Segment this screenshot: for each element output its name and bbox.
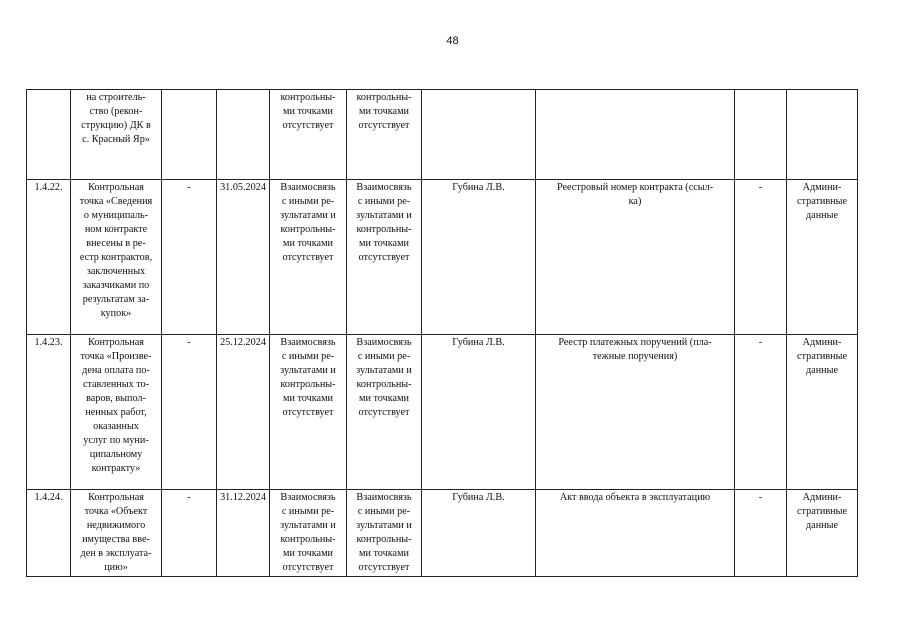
table-row <box>27 180 858 335</box>
confirming-document: Реестровый номер контракта (ссыл- ка) <box>536 180 735 335</box>
table-row <box>27 90 858 180</box>
extra-cell: - <box>735 335 787 490</box>
due-date: 25.12.2024 <box>217 335 270 490</box>
due-date: 31.05.2024 <box>217 180 270 335</box>
page-number: 48 <box>446 35 459 47</box>
table-row <box>27 335 858 490</box>
link-previous: Взаимосвязь с иными ре- зультатами и контрольны- ми точками отсутствует <box>270 335 347 490</box>
row-number: 1.4.24. <box>27 490 71 577</box>
confirming-document <box>536 90 735 180</box>
control-point-name: на строитель- ство (рекон- струкцию) ДК в с. Красный Яр» <box>71 90 162 180</box>
table-row <box>27 490 858 577</box>
link-next: Взаимосвязь с иными ре- зультатами и контрольны- ми точками отсутствует <box>347 180 422 335</box>
extra-cell: - <box>735 180 787 335</box>
extra-cell <box>735 90 787 180</box>
confirming-document: Акт ввода объекта в эксплуатацию <box>536 490 735 577</box>
responsible-person: Губина Л.В. <box>422 335 536 490</box>
confirming-document: Реестр платежных поручений (пла- тежные поручения) <box>536 335 735 490</box>
extra-cell: - <box>735 490 787 577</box>
control-points-table <box>26 89 858 577</box>
link-previous: Взаимосвязь с иными ре- зультатами и контрольны- ми точками отсутствует <box>270 180 347 335</box>
link-next: Взаимосвязь с иными ре- зультатами и контрольны- ми точками отсутствует <box>347 490 422 577</box>
row-number <box>27 90 71 180</box>
data-source <box>787 90 858 180</box>
data-source: Админи- стративные данные <box>787 490 858 577</box>
data-source: Админи- стративные данные <box>787 180 858 335</box>
dash-cell: - <box>162 180 217 335</box>
control-point-name: Контрольная точка «Объект недвижимого имущества вве- ден в эксплуата- цию» <box>71 490 162 577</box>
due-date: 31.12.2024 <box>217 490 270 577</box>
responsible-person <box>422 90 536 180</box>
row-number: 1.4.23. <box>27 335 71 490</box>
dash-cell: - <box>162 490 217 577</box>
link-next: Взаимосвязь с иными ре- зультатами и контрольны- ми точками отсутствует <box>347 335 422 490</box>
control-point-name: Контрольная точка «Произве- дена оплата по- ставленных то- варов, выпол- ненных работ, оказанных услуг по муни- ципальному контракту» <box>71 335 162 490</box>
control-point-name: Контрольная точка «Сведения о муниципаль- ном контракте внесены в ре- естр контрактов, заключенных заказчиками по результатам за- купок» <box>71 180 162 335</box>
data-source: Админи- стративные данные <box>787 335 858 490</box>
link-next: контрольны- ми точками отсутствует <box>347 90 422 180</box>
responsible-person: Губина Л.В. <box>422 490 536 577</box>
link-previous: контрольны- ми точками отсутствует <box>270 90 347 180</box>
row-number: 1.4.22. <box>27 180 71 335</box>
due-date <box>217 90 270 180</box>
dash-cell: - <box>162 335 217 490</box>
dash-cell <box>162 90 217 180</box>
responsible-person: Губина Л.В. <box>422 180 536 335</box>
link-previous: Взаимосвязь с иными ре- зультатами и контрольны- ми точками отсутствует <box>270 490 347 577</box>
